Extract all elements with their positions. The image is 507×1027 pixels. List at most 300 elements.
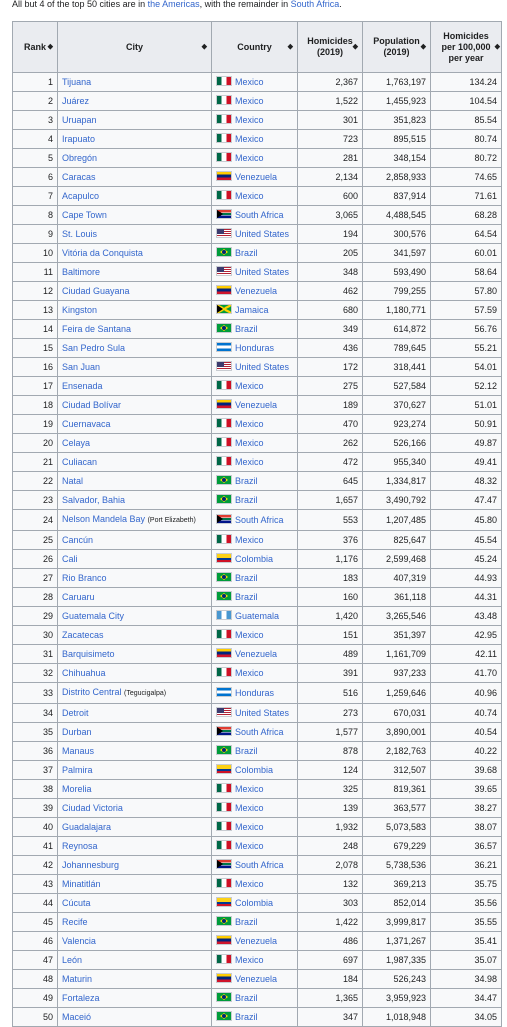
table-body [13, 73, 502, 1027]
city-cell [58, 913, 212, 932]
rank-header[interactable] [13, 22, 58, 73]
flag-jamaica-icon [216, 304, 232, 314]
country-link[interactable]: Mexico [235, 822, 264, 832]
country-link[interactable]: Mexico [235, 438, 264, 448]
flag-venezuela-icon [216, 935, 232, 945]
flag-usa-icon [216, 707, 232, 717]
flag-mexico-icon [216, 456, 232, 466]
city-link[interactable]: Johannesburg [62, 860, 120, 870]
city-cell [58, 645, 212, 664]
country-cell [212, 130, 298, 149]
population-cell: 679,229 [363, 837, 431, 856]
country-link[interactable]: South Africa [235, 860, 284, 870]
country-link[interactable]: Colombia [235, 554, 274, 564]
flag-southafrica-icon [216, 859, 232, 869]
city-link[interactable]: Manaus [62, 746, 95, 756]
city-link[interactable]: Cúcuta [62, 898, 91, 908]
city-link[interactable]: Cancún [62, 535, 94, 545]
rank-cell: 48 [13, 970, 58, 989]
homicides-cell: 349 [298, 320, 363, 339]
city-link[interactable]: San Pedro Sula [62, 343, 126, 353]
rate-cell: 35.56 [431, 894, 502, 913]
table-row [13, 510, 502, 531]
population-cell: 837,914 [363, 187, 431, 206]
country-link[interactable]: Mexico [235, 77, 264, 87]
table-row [13, 225, 502, 244]
city-cell [58, 244, 212, 263]
country-link[interactable]: Venezuela [235, 936, 278, 946]
population-cell: 1,207,485 [363, 510, 431, 531]
homicides-cell: 124 [298, 761, 363, 780]
city-link[interactable]: Uruapan [62, 115, 97, 125]
rank-cell: 25 [13, 531, 58, 550]
rate-cell: 41.70 [431, 664, 502, 683]
intro-middle: , with the remainder in [199, 0, 291, 9]
city-cell [58, 837, 212, 856]
country-cell [212, 73, 298, 92]
table-row [13, 875, 502, 894]
country-link[interactable]: Brazil [235, 917, 258, 927]
population-cell: 799,255 [363, 282, 431, 301]
flag-colombia-icon [216, 897, 232, 907]
country-cell [212, 875, 298, 894]
city-link[interactable]: Morelia [62, 784, 92, 794]
country-header[interactable] [212, 22, 298, 73]
country-link[interactable]: Mexico [235, 535, 264, 545]
flag-brazil-icon [216, 591, 232, 601]
city-link[interactable]: Palmira [62, 765, 93, 775]
table-row [13, 588, 502, 607]
flag-venezuela-icon [216, 973, 232, 983]
country-link[interactable]: Mexico [235, 191, 264, 201]
country-cell [212, 607, 298, 626]
country-cell [212, 168, 298, 187]
rank-cell: 14 [13, 320, 58, 339]
table-row [13, 837, 502, 856]
table-row [13, 206, 502, 225]
homicides-cell: 600 [298, 187, 363, 206]
city-link[interactable]: Maceió [62, 1012, 92, 1022]
country-link[interactable]: South Africa [235, 515, 284, 525]
country-link[interactable]: South Africa [235, 727, 284, 737]
population-cell: 300,576 [363, 225, 431, 244]
country-link[interactable]: Mexico [235, 955, 264, 965]
sort-icon[interactable]: ◆ [47, 43, 53, 51]
sort-icon[interactable]: ◆ [201, 43, 207, 51]
country-link[interactable]: Venezuela [235, 974, 278, 984]
country-link[interactable]: Brazil [235, 746, 258, 756]
country-link[interactable]: Brazil [235, 592, 258, 602]
population-cell: 5,738,536 [363, 856, 431, 875]
city-link[interactable]: Irapuato [62, 134, 96, 144]
city-cell [58, 453, 212, 472]
table-row [13, 970, 502, 989]
country-link[interactable]: Brazil [235, 476, 258, 486]
country-link[interactable]: Mexico [235, 784, 264, 794]
country-link[interactable]: Guatemala [235, 611, 280, 621]
homicides-cell: 2,134 [298, 168, 363, 187]
homicides-cell: 391 [298, 664, 363, 683]
country-link[interactable]: Colombia [235, 765, 274, 775]
flag-mexico-icon [216, 629, 232, 639]
country-cell [212, 989, 298, 1008]
country-link[interactable]: Mexico [235, 134, 264, 144]
flag-mexico-icon [216, 437, 232, 447]
country-cell [212, 970, 298, 989]
rate-cell: 74.65 [431, 168, 502, 187]
flag-brazil-icon [216, 1011, 232, 1021]
population-cell: 312,507 [363, 761, 431, 780]
rate-cell: 35.41 [431, 932, 502, 951]
flag-brazil-icon [216, 992, 232, 1002]
rate-cell: 40.54 [431, 723, 502, 742]
rate-cell: 71.61 [431, 187, 502, 206]
homicides-cell: 248 [298, 837, 363, 856]
table-row [13, 704, 502, 723]
rank-cell: 32 [13, 664, 58, 683]
country-cell [212, 491, 298, 510]
city-link[interactable]: Caracas [62, 172, 96, 182]
city-cell [58, 818, 212, 837]
city-link[interactable]: Obregón [62, 153, 98, 163]
country-cell [212, 550, 298, 569]
flag-southafrica-icon [216, 514, 232, 524]
country-cell [212, 111, 298, 130]
rate-cell: 38.07 [431, 818, 502, 837]
country-cell [212, 645, 298, 664]
country-cell [212, 434, 298, 453]
population-cell: 348,154 [363, 149, 431, 168]
country-link[interactable]: Brazil [235, 573, 258, 583]
rank-cell: 40 [13, 818, 58, 837]
city-cell [58, 510, 212, 531]
city-link[interactable]: Detroit [62, 708, 89, 718]
table-row [13, 683, 502, 704]
country-link[interactable]: Mexico [235, 419, 264, 429]
city-link[interactable]: Rio Branco [62, 573, 107, 583]
table-row [13, 282, 502, 301]
city-link[interactable]: Nelson Mandela Bay [62, 514, 146, 524]
table-row [13, 780, 502, 799]
city-link[interactable]: Valencia [62, 936, 96, 946]
rank-cell: 9 [13, 225, 58, 244]
rate-cell: 35.75 [431, 875, 502, 894]
table-row [13, 723, 502, 742]
country-link[interactable]: Mexico [235, 841, 264, 851]
rank-cell: 8 [13, 206, 58, 225]
country-link[interactable]: Honduras [235, 688, 275, 698]
city-cell [58, 664, 212, 683]
rate-cell: 34.98 [431, 970, 502, 989]
flag-mexico-icon [216, 114, 232, 124]
homicides-cell: 462 [298, 282, 363, 301]
homicides-cell: 205 [298, 244, 363, 263]
country-link[interactable]: Brazil [235, 993, 258, 1003]
city-link[interactable]: Durban [62, 727, 92, 737]
city-cell [58, 472, 212, 491]
sort-icon[interactable]: ◆ [287, 43, 293, 51]
homicides-cell: 348 [298, 263, 363, 282]
city-link[interactable]: Cuernavaca [62, 419, 111, 429]
flag-mexico-icon [216, 667, 232, 677]
country-link[interactable]: Mexico [235, 381, 264, 391]
city-cell [58, 282, 212, 301]
country-link[interactable]: South Africa [235, 210, 284, 220]
table-row [13, 799, 502, 818]
city-link[interactable]: Chihuahua [62, 668, 106, 678]
country-link[interactable]: Honduras [235, 343, 275, 353]
population-cell: 1,018,948 [363, 1008, 431, 1027]
city-link[interactable]: Reynosa [62, 841, 98, 851]
table-row [13, 168, 502, 187]
city-cell [58, 742, 212, 761]
city-link[interactable]: Fortaleza [62, 993, 100, 1003]
country-link[interactable]: Mexico [235, 668, 264, 678]
country-cell [212, 664, 298, 683]
city-link[interactable]: Baltimore [62, 267, 101, 277]
rate-cell: 44.31 [431, 588, 502, 607]
rate-cell: 64.54 [431, 225, 502, 244]
country-link[interactable]: Mexico [235, 630, 264, 640]
table-row [13, 130, 502, 149]
rank-cell: 49 [13, 989, 58, 1008]
rank-cell: 17 [13, 377, 58, 396]
sort-icon[interactable]: ◆ [494, 43, 500, 51]
country-link[interactable]: Mexico [235, 803, 264, 813]
country-cell [212, 723, 298, 742]
flag-mexico-icon [216, 821, 232, 831]
city-cell [58, 683, 212, 704]
rate-cell: 35.55 [431, 913, 502, 932]
city-link[interactable]: Feira de Santana [62, 324, 132, 334]
city-link[interactable]: Acapulco [62, 191, 100, 201]
homicides-cell: 281 [298, 149, 363, 168]
homicides-cell: 275 [298, 377, 363, 396]
city-link[interactable]: Maturin [62, 974, 93, 984]
population-cell: 670,031 [363, 704, 431, 723]
table-row [13, 339, 502, 358]
flag-mexico-icon [216, 954, 232, 964]
city-link[interactable]: Guatemala City [62, 611, 125, 621]
city-cell [58, 932, 212, 951]
rate-cell: 104.54 [431, 92, 502, 111]
country-cell [212, 282, 298, 301]
population-cell: 318,441 [363, 358, 431, 377]
homicides-header[interactable] [298, 22, 363, 73]
city-cell [58, 970, 212, 989]
rank-cell: 21 [13, 453, 58, 472]
city-header-label: City [125, 41, 143, 52]
population-cell: 526,166 [363, 434, 431, 453]
rate-header[interactable] [431, 22, 502, 73]
rate-cell: 44.93 [431, 569, 502, 588]
rank-cell: 7 [13, 187, 58, 206]
city-link[interactable]: Ciudad Bolívar [62, 400, 122, 410]
city-link[interactable]: Cali [62, 554, 78, 564]
table-row [13, 73, 502, 92]
city-link[interactable]: Guadalajara [62, 822, 112, 832]
sort-icon[interactable]: ◆ [352, 43, 358, 51]
south-africa-link[interactable]: South Africa [290, 0, 340, 9]
city-link[interactable]: Recife [62, 917, 88, 927]
rank-cell: 12 [13, 282, 58, 301]
country-link[interactable]: Venezuela [235, 286, 278, 296]
city-cell [58, 92, 212, 111]
population-cell: 526,243 [363, 970, 431, 989]
country-link[interactable]: Venezuela [235, 649, 278, 659]
city-link[interactable]: Tijuana [62, 77, 92, 87]
rank-cell: 43 [13, 875, 58, 894]
city-link[interactable]: Culiacan [62, 457, 98, 467]
rate-cell: 49.87 [431, 434, 502, 453]
homicides-cell: 160 [298, 588, 363, 607]
flag-brazil-icon [216, 323, 232, 333]
rate-cell: 39.65 [431, 780, 502, 799]
flag-southafrica-icon [216, 726, 232, 736]
country-link[interactable]: Mexico [235, 153, 264, 163]
country-cell [212, 206, 298, 225]
rank-cell: 4 [13, 130, 58, 149]
country-cell [212, 244, 298, 263]
header-row [13, 22, 502, 73]
city-link[interactable]: Juárez [62, 96, 90, 106]
city-link[interactable]: Barquisimeto [62, 649, 115, 659]
rate-cell: 40.74 [431, 704, 502, 723]
sort-icon[interactable]: ◆ [420, 43, 426, 51]
rate-cell: 36.21 [431, 856, 502, 875]
city-cell [58, 73, 212, 92]
table-row [13, 761, 502, 780]
population-cell: 2,182,763 [363, 742, 431, 761]
rank-cell: 23 [13, 491, 58, 510]
country-link[interactable]: Brazil [235, 1012, 258, 1022]
population-cell: 1,180,771 [363, 301, 431, 320]
city-link[interactable]: Cape Town [62, 210, 107, 220]
city-link[interactable]: Caruaru [62, 592, 95, 602]
population-cell: 369,213 [363, 875, 431, 894]
country-cell [212, 453, 298, 472]
country-link[interactable]: Mexico [235, 457, 264, 467]
city-link[interactable]: St. Louis [62, 229, 98, 239]
city-link[interactable]: Zacatecas [62, 630, 104, 640]
population-cell: 363,577 [363, 799, 431, 818]
city-cell [58, 339, 212, 358]
city-link[interactable]: Vitória da Conquista [62, 248, 143, 258]
table-row [13, 989, 502, 1008]
country-link[interactable]: Jamaica [235, 305, 269, 315]
country-link[interactable]: Colombia [235, 898, 274, 908]
country-cell [212, 92, 298, 111]
country-link[interactable]: Venezuela [235, 172, 278, 182]
country-cell [212, 225, 298, 244]
city-link[interactable]: Kingston [62, 305, 98, 315]
homicides-cell: 1,176 [298, 550, 363, 569]
rank-cell: 2 [13, 92, 58, 111]
city-link[interactable]: Distrito Central [62, 687, 122, 697]
americas-link[interactable]: the Americas [147, 0, 200, 9]
city-header[interactable] [58, 22, 212, 73]
rank-cell: 28 [13, 588, 58, 607]
country-link[interactable]: Mexico [235, 96, 264, 106]
homicides-cell: 1,932 [298, 818, 363, 837]
population-cell: 351,823 [363, 111, 431, 130]
homicides-cell: 697 [298, 951, 363, 970]
flag-mexico-icon [216, 95, 232, 105]
rate-cell: 49.41 [431, 453, 502, 472]
table-row [13, 742, 502, 761]
country-link[interactable]: Venezuela [235, 400, 278, 410]
rate-cell: 45.24 [431, 550, 502, 569]
flag-brazil-icon [216, 494, 232, 504]
country-link[interactable]: United States [235, 267, 290, 277]
country-cell [212, 837, 298, 856]
population-cell: 2,858,933 [363, 168, 431, 187]
country-link[interactable]: United States [235, 229, 290, 239]
population-cell: 341,597 [363, 244, 431, 263]
city-link[interactable]: Ciudad Guayana [62, 286, 130, 296]
rate-cell: 56.76 [431, 320, 502, 339]
rate-cell: 80.72 [431, 149, 502, 168]
table-row [13, 453, 502, 472]
rank-cell: 16 [13, 358, 58, 377]
homicides-cell: 172 [298, 358, 363, 377]
country-link[interactable]: United States [235, 708, 290, 718]
country-link[interactable]: Mexico [235, 879, 264, 889]
city-cell [58, 111, 212, 130]
country-cell [212, 187, 298, 206]
population-cell: 937,233 [363, 664, 431, 683]
country-link[interactable]: Brazil [235, 324, 258, 334]
rate-cell: 58.64 [431, 263, 502, 282]
population-header[interactable] [363, 22, 431, 73]
intro-prefix: All but 4 of the top 50 cities are in [12, 0, 148, 9]
rank-cell: 36 [13, 742, 58, 761]
rank-cell: 27 [13, 569, 58, 588]
flag-brazil-icon [216, 572, 232, 582]
rate-cell: 85.54 [431, 111, 502, 130]
population-cell: 407,319 [363, 569, 431, 588]
city-link[interactable]: San Juan [62, 362, 101, 372]
city-link[interactable]: León [62, 955, 83, 965]
table-row [13, 415, 502, 434]
population-cell: 361,118 [363, 588, 431, 607]
city-link[interactable]: Minatitlán [62, 879, 101, 889]
country-link[interactable]: United States [235, 362, 290, 372]
city-link[interactable]: Natal [62, 476, 84, 486]
city-link[interactable]: Ciudad Victoria [62, 803, 123, 813]
city-cell [58, 168, 212, 187]
rate-cell: 45.80 [431, 510, 502, 531]
table-row [13, 301, 502, 320]
homicides-cell: 325 [298, 780, 363, 799]
population-cell: 825,647 [363, 531, 431, 550]
city-link[interactable]: Salvador, Bahia [62, 495, 126, 505]
rank-cell: 15 [13, 339, 58, 358]
rate-cell: 55.21 [431, 339, 502, 358]
city-link[interactable]: Ensenada [62, 381, 103, 391]
city-cell [58, 206, 212, 225]
city-link[interactable]: Celaya [62, 438, 91, 448]
country-link[interactable]: Brazil [235, 248, 258, 258]
population-header-line2: (2019) [383, 47, 410, 57]
homicides-cell: 194 [298, 225, 363, 244]
country-cell [212, 780, 298, 799]
city-cell [58, 875, 212, 894]
table-row [13, 645, 502, 664]
country-cell [212, 683, 298, 704]
country-link[interactable]: Mexico [235, 115, 264, 125]
country-link[interactable]: Brazil [235, 495, 258, 505]
